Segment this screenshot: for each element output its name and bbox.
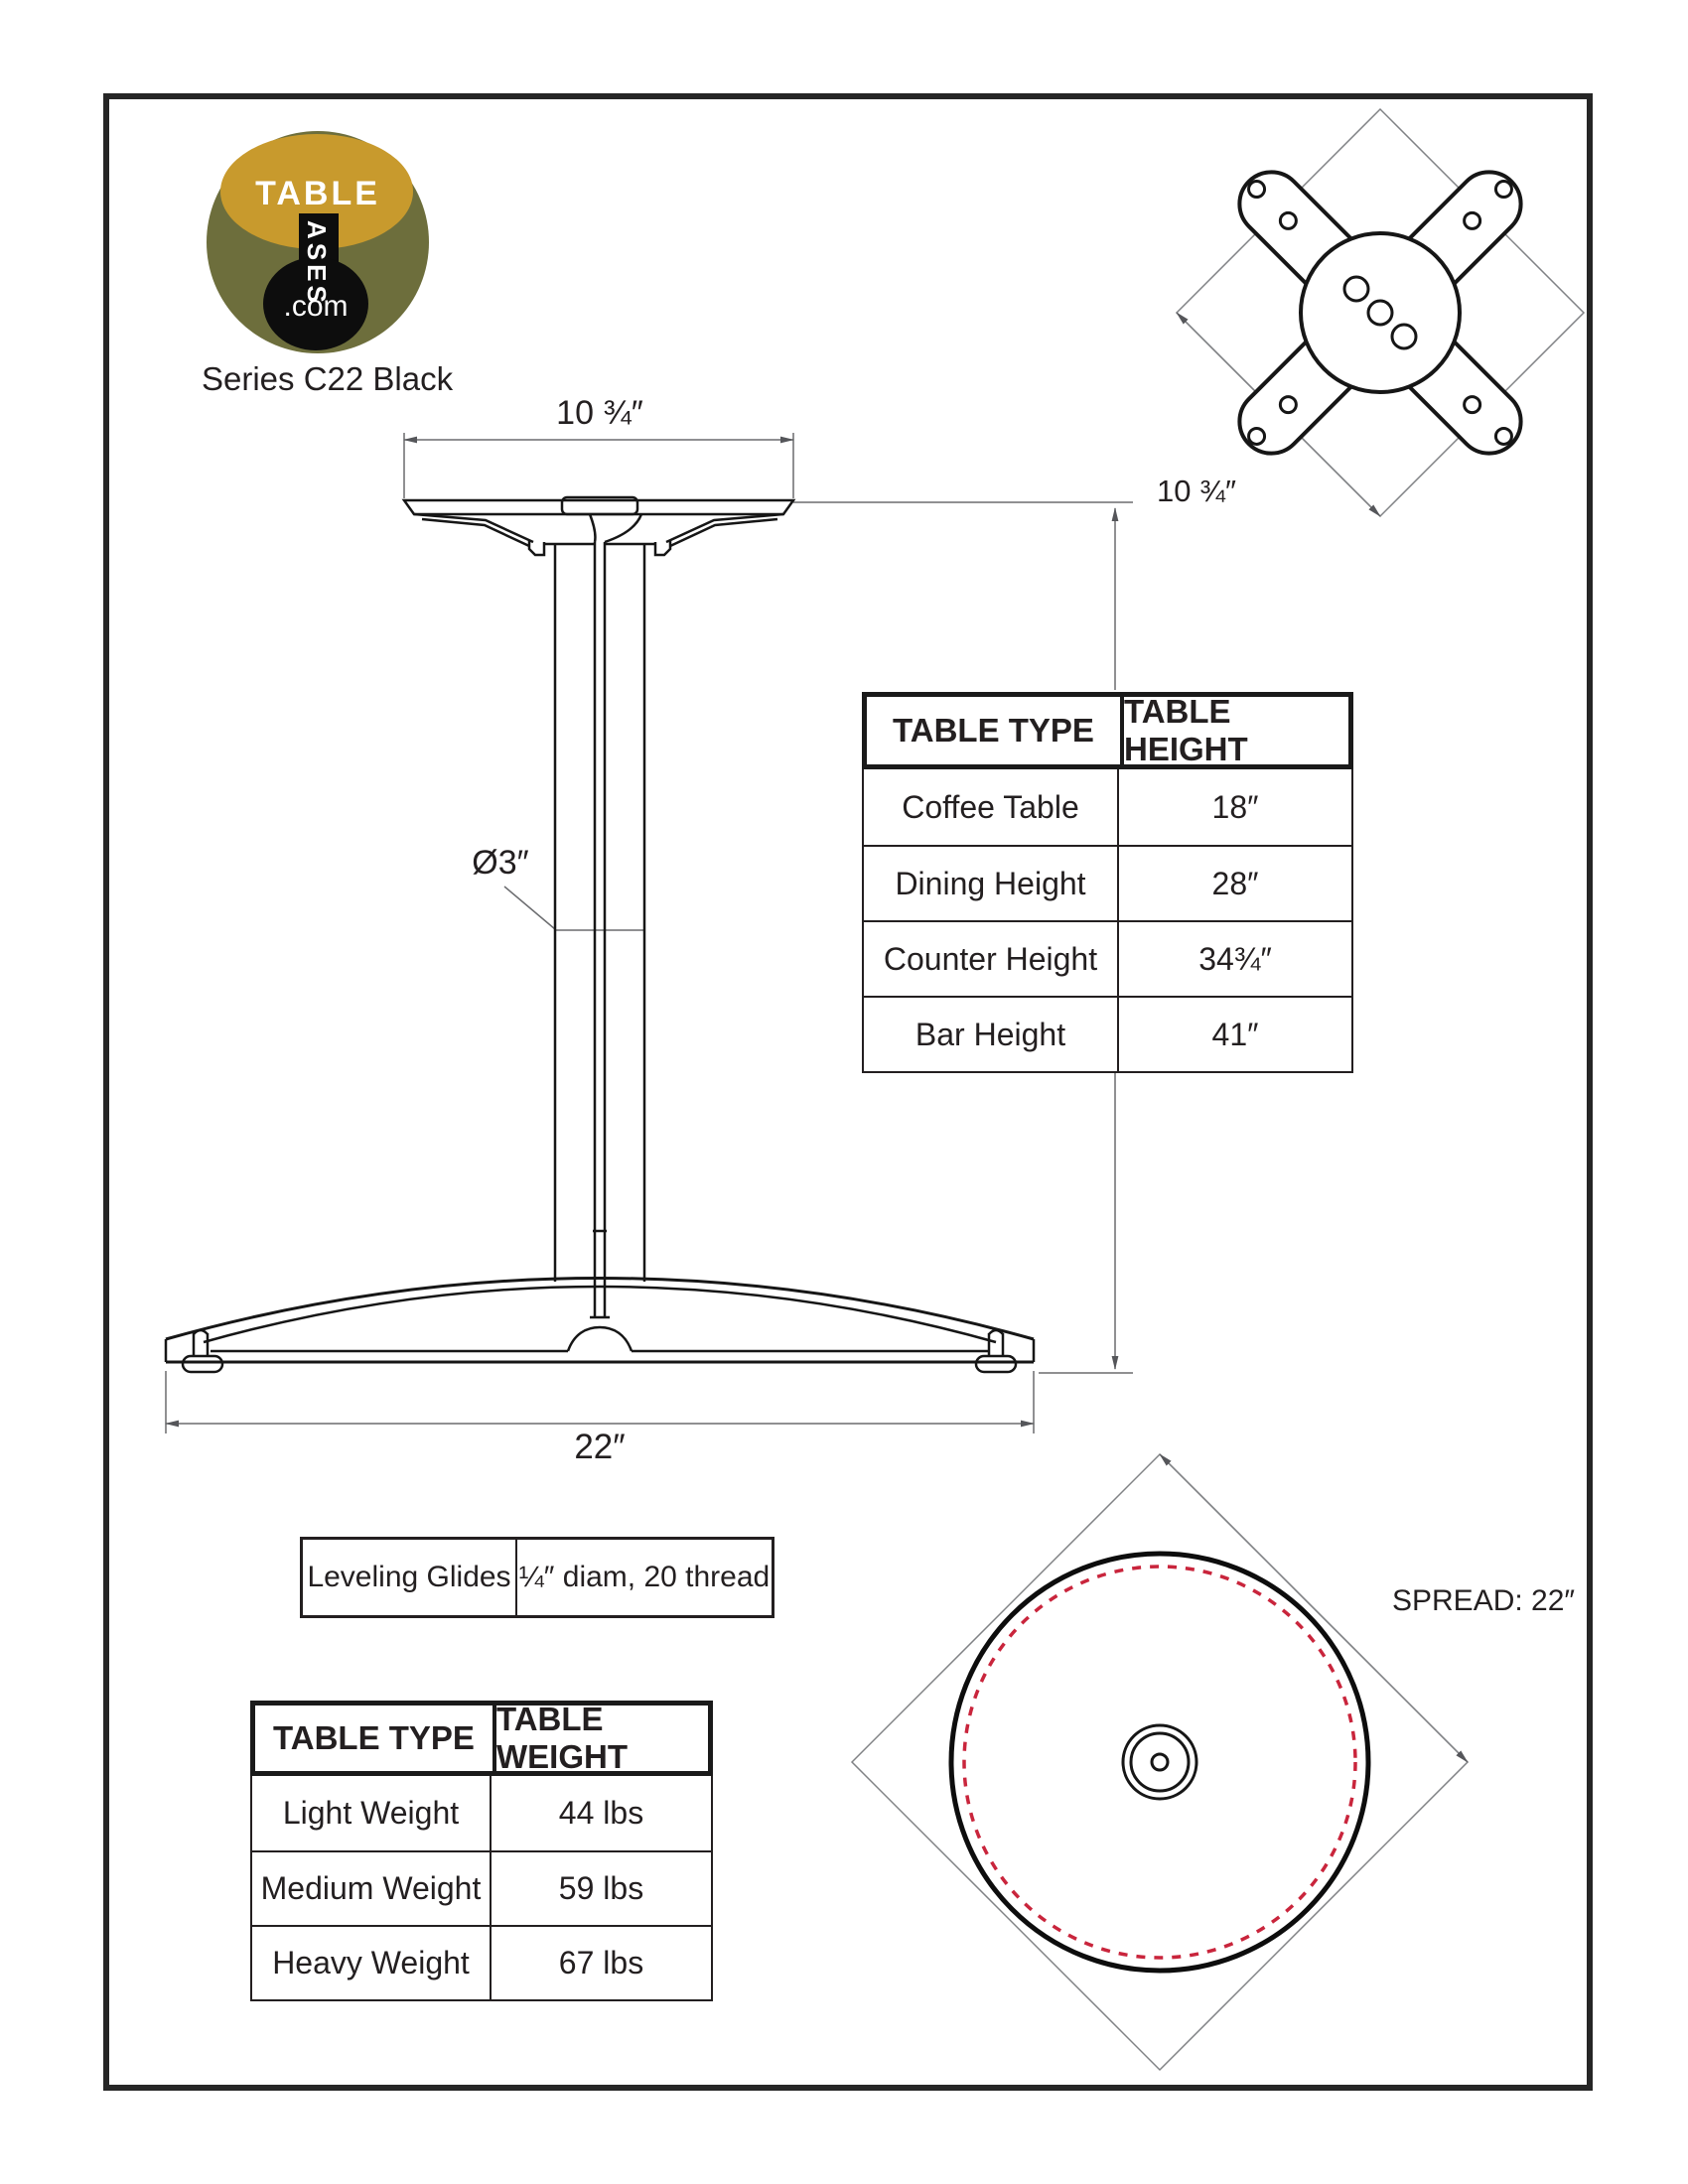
cell-table-height: 34¾″ — [1117, 922, 1351, 996]
leveling-glides-table — [300, 1537, 774, 1618]
table-row — [864, 769, 1351, 845]
dimension-label-spread: SPREAD: 22″ — [1392, 1584, 1576, 1617]
cell-table-weight: 59 lbs — [490, 1852, 711, 1925]
height-table-header — [862, 692, 1353, 769]
table-row — [864, 996, 1351, 1071]
cell-table-type: Light Weight — [282, 1795, 460, 1831]
cell-glides-label: Leveling Glides — [307, 1561, 511, 1593]
table-row — [303, 1540, 772, 1615]
cell-table-weight: 44 lbs — [490, 1776, 711, 1850]
cell-table-type: Bar Height — [914, 1016, 1066, 1052]
cell-table-type: Heavy Weight — [272, 1945, 470, 1980]
table-row — [252, 1850, 711, 1925]
cell-table-height: 41″ — [1117, 998, 1351, 1071]
table-row — [252, 1925, 711, 1999]
header-cell: TABLE HEIGHT — [1120, 697, 1348, 764]
dimension-label-plate-width: 10 ¾″ — [1157, 474, 1236, 508]
logo-top-text: TABLE — [255, 175, 380, 212]
table-row — [252, 1776, 711, 1850]
cell-table-type: Counter Height — [883, 940, 1098, 977]
page-title: Series C22 Black — [202, 360, 454, 397]
dimension-label-column-diameter: Ø3″ — [472, 844, 529, 882]
cell-table-height: 28″ — [1117, 847, 1351, 920]
header-cell: TABLE TYPE — [273, 1719, 475, 1756]
table-row — [864, 920, 1351, 996]
cell-table-type: Coffee Table — [902, 788, 1079, 825]
header-cell: TABLE WEIGHT — [492, 1706, 708, 1771]
logo-domain-text: .com — [283, 290, 349, 323]
cell-table-type: Dining Height — [895, 865, 1086, 901]
height-spec-table — [862, 692, 1353, 1073]
cell-table-weight: 67 lbs — [490, 1927, 711, 1999]
table-row — [864, 845, 1351, 920]
cell-table-height: 18″ — [1117, 769, 1351, 845]
cell-table-type: Medium Weight — [260, 1870, 482, 1906]
dimension-label-base-width: 22″ — [574, 1428, 626, 1466]
cell-glides-value: ¼″ diam, 20 thread — [515, 1540, 772, 1615]
weight-spec-table — [250, 1701, 713, 2001]
weight-table-header — [250, 1701, 713, 1776]
header-cell: TABLE TYPE — [893, 712, 1094, 749]
dimension-label-spider-width: 10 ¾″ — [556, 394, 643, 432]
logo-vertical-text: ASES — [302, 220, 332, 307]
